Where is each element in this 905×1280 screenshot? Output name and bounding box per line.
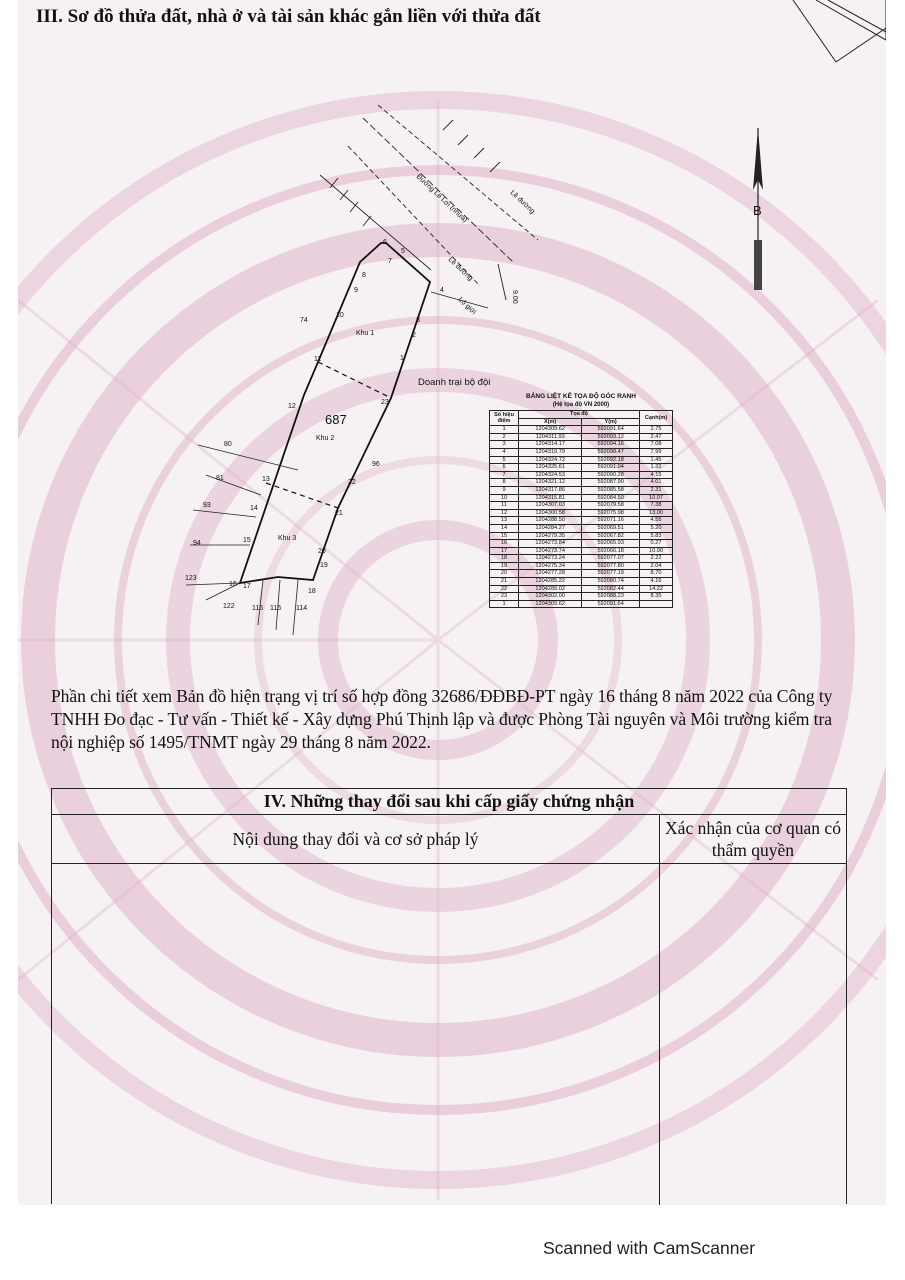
coordinate-cell-x: 1204300.58 [519, 509, 582, 517]
point-label-3: 3 [416, 317, 420, 324]
coordinate-cell-e: 14.22 [640, 585, 673, 593]
coordinate-cell-x: 1204309.62 [519, 600, 582, 608]
coordinate-cell-e: 7.08 [640, 441, 673, 449]
neighbor-parcel-114: 114 [296, 605, 308, 612]
point-label-22: 22 [348, 479, 356, 486]
coordinate-cell-p: 16 [490, 540, 519, 548]
coordinate-row [490, 471, 673, 479]
coordinate-cell-e: 2.47 [640, 433, 673, 441]
coordinate-row [490, 517, 673, 525]
zone-label-2: Khu 2 [316, 435, 335, 442]
coordinate-cell-x: 1204325.61 [519, 464, 582, 472]
point-label-20: 20 [318, 548, 326, 555]
coordinate-cell-y: 592091.64 [582, 426, 640, 434]
coordinate-cell-x: 1204279.35 [519, 532, 582, 540]
neighbor-parcel-122: 122 [223, 603, 235, 610]
neighbor-parcel-115: 115 [270, 605, 282, 612]
plan-labels [185, 173, 537, 612]
point-label-9: 9 [354, 287, 358, 294]
coordinate-cell-x: 1204273.24 [519, 555, 582, 563]
coordinate-cell-e: 13.00 [640, 509, 673, 517]
neighbor-parcel-93: 93 [203, 502, 211, 509]
coordinate-row [490, 479, 673, 487]
coordinate-cell-x: 1204314.17 [519, 441, 582, 449]
coordinate-cell-e: 10.90 [640, 547, 673, 555]
coordinate-cell-e: 4.55 [640, 517, 673, 525]
point-label-13: 13 [262, 476, 270, 483]
section-iv-title: IV. Những thay đổi sau khi cấp giấy chứng nhận [52, 789, 846, 815]
coordinate-cell-p: 17 [490, 547, 519, 555]
coordinate-cell-x: 1204285.22 [519, 578, 582, 586]
coordinate-cell-p: 18 [490, 555, 519, 563]
coordinate-cell-e: 4.16 [640, 578, 673, 586]
point-label-7: 7 [388, 258, 392, 265]
neighbor-parcel-81: 81 [216, 475, 224, 482]
changes-table [51, 788, 847, 1204]
coordinate-table-body [490, 426, 673, 608]
col-authority-confirmation: Xác nhận của cơ quan có thẩm quyền [665, 818, 841, 860]
coordinate-cell-e: 1.45 [640, 456, 673, 464]
coordinate-cell-p: 2 [490, 433, 519, 441]
coordinate-cell-y: 592082.44 [582, 585, 640, 593]
coordinate-cell-x: 1204319.79 [519, 448, 582, 456]
coordinate-cell-y: 592080.74 [582, 578, 640, 586]
point-label-1: 1 [400, 355, 404, 362]
point-label-11: 11 [314, 356, 322, 363]
coordinate-row [490, 456, 673, 464]
coordinate-cell-e: 2.31 [640, 486, 673, 494]
coordinate-cell-e: 8.35 [640, 593, 673, 601]
coordinate-row [490, 570, 673, 578]
coordinate-cell-e: 2.22 [640, 555, 673, 563]
coordinate-cell-p: 12 [490, 509, 519, 517]
coordinate-row [490, 426, 673, 434]
col-header-coord-group: Tọa độ [519, 411, 640, 419]
coordinate-cell-p: 6 [490, 464, 519, 472]
col-header-x: X(m) [519, 418, 582, 426]
road-edge-line [378, 105, 538, 240]
coordinate-row [490, 502, 673, 510]
setback-label: Lộ giới [456, 296, 478, 317]
parcel-number: 687 [325, 412, 347, 427]
coordinate-cell-p: 4 [490, 448, 519, 456]
zone-divider-1-2 [318, 362, 391, 398]
neighbor-parcel-74: 74 [300, 317, 308, 324]
coordinate-cell-p: 1 [490, 426, 519, 434]
coordinate-cell-e: 4.01 [640, 479, 673, 487]
coordinate-row [490, 600, 673, 608]
coordinate-table-subtitle: (Hệ tọa độ VN 2000) [552, 402, 610, 408]
coordinate-cell-p: 10 [490, 494, 519, 502]
coordinate-cell-y: 592087.90 [582, 479, 640, 487]
coordinate-cell-y: 592092.18 [582, 456, 640, 464]
coordinate-cell-p: 20 [490, 570, 519, 578]
point-label-2: 2 [412, 332, 416, 339]
coordinate-cell-x: 1204317.86 [519, 486, 582, 494]
point-label-18: 18 [308, 588, 316, 595]
coordinate-cell-y: 592077.19 [582, 570, 640, 578]
coordinate-cell-p: 7 [490, 471, 519, 479]
north-arrow [753, 128, 763, 290]
coordinate-row [490, 464, 673, 472]
coordinate-cell-y: 592065.93 [582, 540, 640, 548]
zone-label-3: Khu 3 [278, 535, 297, 542]
coordinate-cell-x: 1204309.62 [519, 426, 582, 434]
coordinate-cell-p: 3 [490, 441, 519, 449]
coordinate-cell-y: 592098.47 [582, 448, 640, 456]
coordinate-cell-y: 592075.98 [582, 509, 640, 517]
coordinate-row [490, 441, 673, 449]
coordinate-cell-e [640, 600, 673, 608]
point-label-5: 5 [401, 248, 405, 255]
coordinate-cell-e: 1.32 [640, 464, 673, 472]
coordinate-row [490, 555, 673, 563]
coordinate-cell-p: 11 [490, 502, 519, 510]
point-label-4: 4 [440, 287, 444, 294]
road-name-label: Đường Lê Lợi (nhựa) [414, 173, 469, 225]
coordinate-cell-x: 1204288.50 [519, 517, 582, 525]
coordinate-cell-p: 15 [490, 532, 519, 540]
point-label-15: 15 [243, 537, 251, 544]
coordinate-cell-p: 19 [490, 562, 519, 570]
coordinate-cell-e: 4.15 [640, 471, 673, 479]
coordinate-row [490, 433, 673, 441]
coordinate-cell-x: 1204324.72 [519, 456, 582, 464]
coordinate-cell-e: 2.04 [640, 562, 673, 570]
coordinate-cell-e: 7.38 [640, 502, 673, 510]
neighbor-parcel-96: 96 [372, 461, 380, 468]
coordinate-row [490, 547, 673, 555]
coordinate-table-title: BẢNG LIỆT KÊ TỌA ĐỘ GÓC RANH [526, 393, 636, 400]
coordinate-cell-p: 22 [490, 585, 519, 593]
coordinate-cell-y: 592090.28 [582, 471, 640, 479]
coordinate-cell-x: 1204302.00 [519, 593, 582, 601]
coordinate-row [490, 494, 673, 502]
coordinate-cell-p: 14 [490, 524, 519, 532]
coordinate-table [489, 393, 673, 608]
col-header-edge: Cạnh(m) [640, 411, 673, 426]
coordinate-cell-x: 1204284.27 [519, 524, 582, 532]
coordinate-cell-x: 1204289.02 [519, 585, 582, 593]
coordinate-cell-p: 1 [490, 600, 519, 608]
point-label-6: 6 [383, 239, 387, 246]
coordinate-cell-x: 1204273.74 [519, 547, 582, 555]
coordinate-row [490, 509, 673, 517]
point-label-14: 14 [250, 505, 258, 512]
coordinate-cell-y: 592071.16 [582, 517, 640, 525]
zone-label-1: Khu 1 [356, 330, 375, 337]
certificate-page [18, 0, 886, 1205]
coordinate-cell-x: 1204321.12 [519, 479, 582, 487]
col-header-y: Y(m) [582, 418, 640, 426]
coordinate-cell-p: 8 [490, 479, 519, 487]
coordinate-cell-x: 1204324.53 [519, 471, 582, 479]
coordinate-row [490, 532, 673, 540]
north-label: B [753, 203, 762, 218]
neighbor-parcel-123: 123 [185, 575, 197, 582]
coordinate-row [490, 486, 673, 494]
section-iii-title: III. Sơ đồ thửa đất, nhà ở và tài sản khác gắn liền với thửa đất [36, 6, 541, 27]
coordinate-cell-y: 592069.51 [582, 524, 640, 532]
coordinate-cell-y: 592079.58 [582, 502, 640, 510]
coordinate-row [490, 562, 673, 570]
coordinate-row [490, 524, 673, 532]
coordinate-row [490, 448, 673, 456]
coordinate-cell-p: 21 [490, 578, 519, 586]
coordinate-cell-y: 592093.12 [582, 433, 640, 441]
coordinate-cell-y: 592077.80 [582, 562, 640, 570]
coordinate-cell-y: 592088.23 [582, 593, 640, 601]
coordinate-row [490, 593, 673, 601]
setback-value: 9.00 [511, 290, 518, 304]
coordinate-cell-p: 9 [490, 486, 519, 494]
neighbor-parcel-94: 94 [193, 540, 201, 547]
coordinate-cell-e: 7.99 [640, 448, 673, 456]
coordinate-cell-p: 5 [490, 456, 519, 464]
point-label-16: 16 [229, 581, 237, 588]
coordinate-cell-y: 592094.16 [582, 441, 640, 449]
point-label-21: 21 [335, 510, 343, 517]
coordinate-cell-p: 23 [490, 593, 519, 601]
coordinate-row [490, 585, 673, 593]
neighbor-label: Doanh trại bộ đội [418, 377, 491, 388]
col-change-content: Nội dung thay đổi và cơ sở pháp lý [52, 815, 660, 863]
coordinate-cell-e: 5.83 [640, 532, 673, 540]
coordinate-cell-x: 1204275.34 [519, 562, 582, 570]
point-label-10: 10 [336, 312, 344, 319]
coordinate-cell-e: 2.75 [640, 426, 673, 434]
coordinate-cell-e: 0.27 [640, 540, 673, 548]
detail-note: Phần chi tiết xem Bản đồ hiện trạng vị trí số hợp đồng 32686/ĐĐBĐ-PT ngày 16 tháng 8 năm 2022 của Công ty TNHH Đo đạc - Tư vấn - Thiết kế - Xây dựng Phú Thịnh lập và được Phòng Tài nguyên và Môi trường kiểm tra nội nghiệp số 1495/TNMT ngày 29 tháng 8 năm 2022. [51, 686, 833, 752]
coordinate-cell-y: 592066.18 [582, 547, 640, 555]
coordinate-cell-y: 592091.04 [582, 464, 640, 472]
neighbor-parcel-116: 116 [252, 605, 264, 612]
point-label-23: 23 [381, 399, 389, 406]
coordinate-row [490, 578, 673, 586]
coordinate-cell-x: 1204307.03 [519, 502, 582, 510]
curb-label-top: Lề đường [508, 189, 536, 216]
coordinate-cell-p: 13 [490, 517, 519, 525]
coordinate-cell-e: 5.20 [640, 524, 673, 532]
coordinate-cell-x: 1204273.84 [519, 540, 582, 548]
point-label-19: 19 [320, 562, 328, 569]
point-label-12: 12 [288, 403, 296, 410]
coordinate-cell-e: 8.70 [640, 570, 673, 578]
land-plot-diagram [18, 0, 886, 680]
coordinate-cell-y: 592091.64 [582, 600, 640, 608]
coordinate-cell-e: 10.07 [640, 494, 673, 502]
coordinate-cell-x: 1204277.28 [519, 570, 582, 578]
zone-divider-2-3 [266, 483, 338, 508]
curb-label-bottom: Lề đường [446, 256, 474, 283]
coordinate-cell-y: 592084.50 [582, 494, 640, 502]
coordinate-cell-x: 1204311.93 [519, 433, 582, 441]
neighbor-parcel-80: 80 [224, 441, 232, 448]
coordinate-row [490, 540, 673, 548]
col-header-point: Số hiệu điểm [490, 411, 519, 426]
camscanner-watermark: Scanned with CamScanner [543, 1238, 756, 1258]
column-divider [659, 862, 660, 1205]
coordinate-cell-y: 592077.07 [582, 555, 640, 563]
coordinate-cell-y: 592085.58 [582, 486, 640, 494]
point-label-8: 8 [362, 272, 366, 279]
point-label-17: 17 [243, 583, 251, 590]
coordinate-cell-x: 1204315.81 [519, 494, 582, 502]
coordinate-cell-y: 592067.82 [582, 532, 640, 540]
